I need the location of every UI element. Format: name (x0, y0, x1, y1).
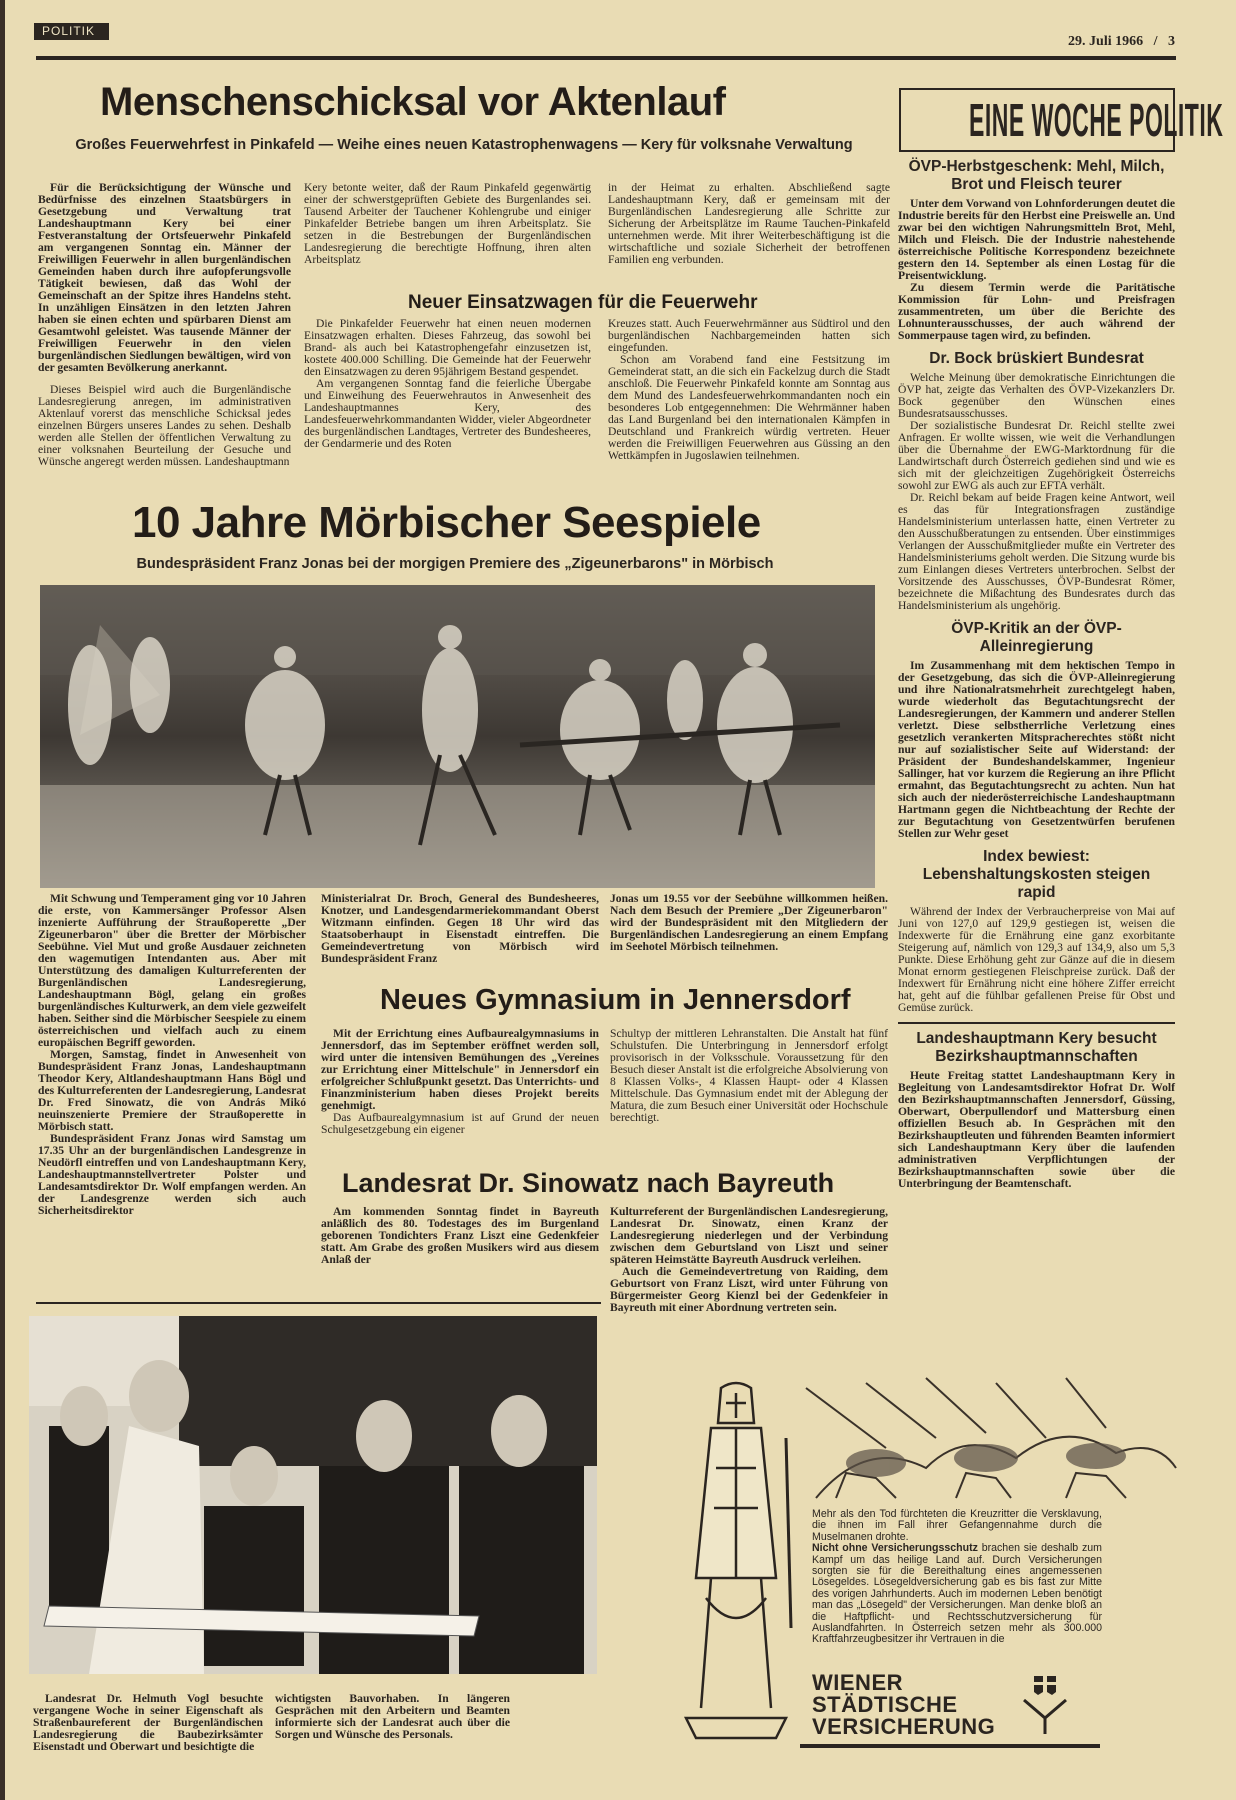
paragraph: Morgen, Samstag, findet in Anwesenheit von Bundespräsident Franz Jonas, Landeshauptmann Theodor Kery, Altlandeshauptmann Hans Bögl und des Kulturreferenten der Landesregierung, Landesrat Dr. Fred Sinowatz, die von András Mikó neuinszenierte Premiere der Straußoperette in Mörbisch statt. (38, 1048, 306, 1133)
photo-seespiele-dancers (40, 585, 875, 888)
sidebar-heading-3: ÖVP-Kritik an der ÖVP-Alleinregierung (951, 620, 1122, 655)
brand-line-1: WIENER (812, 1670, 903, 1695)
paragraph: Unter dem Vorwand von Lohnforderungen deutet die Industrie bereits für den Herbst eine Preiswelle an. Und zwar bei den wichtigen Nahrungsmitteln Brot, Mehl, Milch und Fleisch. Die der Industrie nahestehende österreichische Politische Korrespondenz bezeichnete gestern den 14. September als einen Lostag für die Preisentwicklung. (898, 197, 1175, 282)
article4-col3 (610, 1206, 888, 1314)
paragraph: Kulturreferent der Burgenländischen Landesregierung, Landesrat Dr. Sinowatz, einen Kranz der Landesregierung niederlegen und der Verbindung zwischen dem Geburtsland von Liszt und seiner späteren Heimstätte Bayreuth Ausdruck verleihen. (610, 1205, 888, 1266)
sidebar-body-4 (898, 906, 1175, 1014)
paragraph: Schon am Vorabend fand eine Festsitzung im Gemeinderat statt, an die sich ein Fackelzug durch die Stadt anschloß. Die Feuerwehr Pinkafeld konnte am Sonntag aus dem Mund des Landesfeuerwehrkommandanten noch ein besonderes Lob entgegennehmen: Die Wehrmänner haben das Land Burgenland bei den internationalen Kämpfen in Deutschland und Frankreich würdig vertreten. Heuer werden die Freiwilligen Feuerwehren aus Güssing an den Wettkämpfen in Jugoslawien teilnehmen. (608, 353, 890, 462)
paragraph: in der Heimat zu erhalten. Abschließend sagte Landeshauptmann Kery, daß er gemeinsam mit der Burgenländischen Landesregierung alle Schritte zur Sicherung der Arbeitsplätze im Raume Tauchen-Pinkafeld unternehmen werde. Mit ihrer Weiterbeschäftigung ist die wirtschaftliche und soziale Sicherheit der betroffenen Familien eng verbunden. (608, 181, 890, 266)
sidebar-heading-2: Dr. Bock brüskiert Bundesrat (929, 350, 1144, 367)
ad-copy (812, 1509, 1102, 1646)
article2-col2 (321, 893, 599, 965)
article1-sub-col3 (608, 318, 890, 462)
ad-body: brachen sie deshalb zum Kampf um das heilige Land auf. Durch Versicherungen sorgten sie für die Bereithaltung eines angemessenen Lösegeldes. Lösegeldversicherung gab es bis fast zur Mitte des vorigen Jahrhunderts. Auch im modernen Leben benötigt man das „Lösegeld" der Versicherungen. Man denke bloß an die Haftpflicht- und Rechtsschutzversicherung für Auslandfahrten. In Österreich setzen mehr als 300.000 Kraftfahrzeugbesitzer ihr Vertrauen in die (812, 1542, 1102, 1646)
article1-headline: Menschenschicksal vor Aktenlauf (100, 80, 726, 124)
page-edge (0, 0, 5, 1800)
sidebar-heading-5: Landeshauptmann Kery besucht Bezirkshauptmannschaften (916, 1030, 1157, 1065)
paragraph: Der sozialistische Bundesrat Dr. Reichl stellte zwei Anfragen. Er wollte wissen, wie weit die Verhandlungen über die Übernahme der EWG-Marktordnung für die Landwirtschaft durch Österreich gediehen sind und wie es sich mit der gleichzeitigen Zugehörigkeit Österreichs sowohl zur EWG als auch zur EFTA verhält. (898, 419, 1175, 492)
article2-headline: 10 Jahre Mörbischer Seespiele (132, 498, 761, 547)
article3-headline: Neues Gymnasium in Jennersdorf (380, 984, 851, 1016)
ad-intro: Mehr als den Tod fürchteten die Kreuzritter die Versklavung, die ihnen im Fall ihrer Gefangennahme durch die Muselmanen drohte. (812, 1508, 1102, 1543)
paragraph: Im Zusammenhang mit dem hektischen Tempo in der Gesetzgebung, das sich die ÖVP-Alleinregierung und ihre Nationalratsmehrheit zurechtgelegt haben, wurde wiederholt das Begutachtungsrecht der Landesregierungen, der Kammern und anderer Stellen verletzt. Diese selbstherrliche Verletzung eines gesetzlich verankerten Mitspracherechtes stößt nicht nur auf sozialistischer Seite auf Widerstand: der Präsident der Bundeshandelskammer, Ingenieur Sallinger, hat vor kurzem die Regierung an ihre Pflicht ermahnt, das Begutachtungsrecht zu achten. Nun hat sich auch der niederösterreichische Landeshauptmann Hartmann gegen die Nichtbeachtung der Rechte der zur Begutachtung von Gesetzentwürfen berufenen Stellen zur Wehr geset (898, 659, 1175, 840)
paragraph: Mit der Errichtung eines Aufbaurealgymnasiums in Jennersdorf, das im September eröffnet werden soll, wird unter die intensiven Bemühungen des „Vereines zur Errichtung einer Mittelschule" in Jennersdorf ein erfolgreicher Schlußpunkt gesetzt. Das Unterrichts- und Finanzministerium haben dieses Projekt bereits genehmigt. (321, 1027, 599, 1112)
officials-image (29, 1316, 597, 1674)
article1-col3 (608, 182, 890, 266)
photo-caption-col1 (33, 1693, 263, 1753)
paragraph: Welche Meinung über demokratische Einrichtungen die ÖVP hat, zeigte das Verhalten des ÖVP-Vizekanzlers Dr. Bock gegenüber den Wünschen eines Bundesratsausschusses. (898, 371, 1175, 420)
caption: Landesrat Dr. Helmuth Vogl besuchte vergangene Woche in seiner Eigenschaft als Straßenbaureferent der Burgenländischen Landesregierung die Baubezirksämter Eisenstadt und Oberwart und besichtigte die (33, 1692, 263, 1753)
article1-col2 (304, 182, 591, 266)
sidebar-rule (898, 1022, 1175, 1024)
paragraph: Das Aufbaurealgymnasium ist auf Grund der neuen Schulgesetzgebung ein eigener (321, 1111, 599, 1136)
sidebar-body-1 (898, 198, 1175, 342)
insurance-ad (666, 1378, 1178, 1750)
article2-col3 (610, 893, 888, 953)
article4-headline: Landesrat Dr. Sinowatz nach Bayreuth (342, 1168, 835, 1198)
page-number: 3 (1168, 34, 1175, 49)
paragraph: Kreuzes statt. Auch Feuerwehrmänner aus Südtirol und den burgenländischen Nachbargemeinden hatten sich eingefunden. (608, 317, 890, 354)
article2-subhead: Bundespräsident Franz Jonas bei der morgigen Premiere des „Zigeunerbarons" in Mörbisch (136, 556, 774, 572)
brand-line-2: STÄDTISCHE (812, 1692, 958, 1717)
sidebar-title: EINE WOCHE POLITIK (969, 94, 1224, 146)
paragraph: Am vergangenen Sonntag fand die feierliche Übergabe und Einweihung des Feuerwehrautos in Anwesenheit des Landeshauptmannes Kery, des Landesfeuerwehrkommandanten Widder, vieler Abgeordneter des burgenländischen Landtages, Vertreter des Bundesheeres, der Gendarmerie und des Roten (304, 377, 591, 450)
article1-sub-col2 (304, 318, 591, 450)
knight-figure-icon (666, 1378, 806, 1750)
photo-caption-col2 (275, 1693, 510, 1741)
sidebar-heading-4: Index bewiest: Lebenshaltungskosten steigen rapid (922, 848, 1151, 901)
sidebar-body-3 (898, 660, 1175, 840)
ad-bottom-bar (800, 1744, 1100, 1748)
section-rule (36, 1302, 601, 1304)
section-label: POLITIK (34, 23, 109, 40)
paragraph: Ministerialrat Dr. Broch, General des Bundesheeres, Knotzer, und Landesgendarmeriekommandant Oberst Witzmann einfinden. Gegen 18 Uhr wird das Staatsoberhaupt in Eisenstadt eintreffen. Die Gemeindevertretung von Mörbisch wird Bundespräsident Franz (321, 892, 599, 965)
vienna-coat-of-arms-icon (1022, 1676, 1068, 1736)
paragraph: Bundespräsident Franz Jonas wird Samstag um 17.35 Uhr an der burgenländischen Landesgrenze in Neudörfl eintreffen und von Landeshauptmann Kery, Landeshauptmannstellvertreter Polster und Landesamtsdirektor Dr. Wolf empfangen werden. An der Landesgrenze werden sich auch Sicherheitsdirektor (38, 1132, 306, 1217)
paragraph: Mit Schwung und Temperament ging vor 10 Jahren die erste, von Kammersänger Professor Alsen inzenierte Aufführung der Straußoperette „Der Zigeunerbaron" über die Bretter der Mörbischer Seebühne. Viel Mut und große Ausdauer zeichneten den wagemutigen Intendanten aus. Aber mit Unterstützung des damaligen Kulturreferenten der Burgenländischen Landesregierung, Landeshauptmann Bögl, gelang ein großes burgenländisches Kulturwerk, an dem viele gezweifelt haben. Seither sind die Mörbischer Seespiele zu einem österreichischen und vielfach auch zu einem europäischen Begriff geworden. (38, 892, 306, 1049)
sidebar-title-box (899, 88, 1224, 152)
issue-date (1020, 34, 1175, 50)
paragraph: Zu diesem Termin werde die Paritätische Kommission für Lohn- und Preisfragen zusammentreten, um über die Berichte des Lohnunterausschusses, der auch während der Sommerpause tagen wird, zu befinden. (898, 281, 1175, 342)
photo-officials (29, 1316, 597, 1674)
article2-col1 (38, 893, 306, 1217)
paragraph: Jonas um 19.55 vor der Seebühne willkommen heißen. Nach dem Besuch der Premiere „Der Zigeunerbaron" wird der Bundespräsident mit den Mitgliedern der Burgenländischen Landesregierung an einem Empfang im Seehotel Mörbisch teilnehmen. (610, 892, 888, 953)
paragraph: Für die Berücksichtigung der Wünsche und Bedürfnisse des einzelnen Staatsbürgers in Gesetzgebung und Verwaltung trat Landeshauptmann Kery bei einer Festveranstaltung der Ortsfeuerwehr Pinkafeld am vergangenen Sonntag ein. Männer der Freiwilligen Feuerwehr in allen burgenländischen Gemeinden haben durch ihre aufopferungsvolle Tätigkeit bewiesen, daß das Wohl der Gemeinschaft an der Spitze ihres Handelns steht. In unzähligen Einsätzen in den letzten Jahren haben sie einen echten und spürbaren Dienst am Gesamtwohl geleistet. Was tausende Männer der Freiwilligen Feuerwehr in den vielen burgenländischen Siedlungen bewältigen, wird von der gesamten Bevölkerung anerkannt. (38, 181, 291, 374)
sidebar (898, 158, 1175, 1190)
paragraph: Dieses Beispiel wird auch die Burgenländische Landesregierung anregen, im administrativen Aktenlauf vorerst das menschliche Schicksal jedes einzelnen Bürgers unseres Landes zu sehen. Deshalb werden alle Stellen der öffentlichen Verwaltung zu einer volksnahen Beurteilung der Gesuche und Wünsche angeregt werden müssen. Landeshauptmann (38, 383, 291, 468)
dancers-image (40, 585, 875, 888)
article4-col2 (321, 1206, 599, 1266)
header-rule (36, 56, 1176, 60)
caption: wichtigsten Bauvorhaben. In längeren Gesprächen mit den Arbeitern und Beamten informierte sich der Landesrat auch über die Sorgen und Wünsche des Personals. (275, 1692, 510, 1741)
article3-col3 (610, 1028, 888, 1124)
date: 29. Juli 1966 (1068, 34, 1144, 49)
article1-subheading: Neuer Einsatzwagen für die Feuerwehr (408, 292, 758, 313)
paragraph: Während der Index der Verbraucherpreise von Mai auf Juni von 127,0 auf 129,9 gestiegen ist, weisen die Indexwerte für die Ernährung eine ganz exorbitante Steigerung auf, nämlich von 129,3 auf 134,9, also um 5,3 Punkte. Diese Erhöhung geht zur Gänze auf die in diesem Monat ernorm gestiegenen Fleischpreise zurück. Daß der Indexwert für Ernährung nicht eine höhere Ziffer erreicht hat, geht auf die fühlbar gefallenen Preise für Obst und Gemüse zurück. (898, 905, 1175, 1014)
paragraph: Schultyp der mittleren Lehranstalten. Die Anstalt hat fünf Schulstufen. Die Unterbringung in Jennersdorf erfolgt provisorisch in der Volksschule. Voraussetzung für den Besuch dieser Anstalt ist die erfolgreiche Absolvierung von 8 Klassen Volks-, 4 Klassen Haupt- oder 4 Klassen Mittelschule. Das Gymnasium endet mit der Ablegung der Matura, die zum Besuch einer Universität oder Hochschule berechtigt. (610, 1027, 888, 1124)
ad-bold: Nicht ohne Versicherungsschutz (812, 1542, 978, 1555)
paragraph: Dr. Reichl bekam auf beide Fragen keine Antwort, weil es das für Integrationsfragen zuständige Handelsministerium unterlassen hatte, einen Vertreter zu den Ausschußberatungen zu entsenden. Über einstimmiges Verlangen der Ausschußmitglieder mußte ein Vertreter des Handelsministeriums geholt werden. Die Sitzung wurde bis zum Einlangen dieses Vertreters unterbrochen. Selbst der Vorsitzende des Ausschusses, ÖVP-Bundesrat Römer, bezeichnete die Mißachtung des Bundesrates durch das Handelsministerium als ungehörig. (898, 491, 1175, 612)
paragraph: Kery betonte weiter, daß der Raum Pinkafeld gegenwärtig einer der schwerstgeprüften Gebiete des Burgenlandes sei. Tausend Arbeiter der Tauchener Kohlengrube und einiger Pinkafelder Betriebe bangen um ihren Arbeitsplatz. Sie setzen in die Bestrebungen der Burgenländischen Landesregierung die berechtigte Hoffnung, ihren alten Arbeitsplatz (304, 181, 591, 266)
sidebar-body-5 (898, 1070, 1175, 1190)
ad-brand (812, 1672, 995, 1738)
article1-col1 (38, 182, 291, 468)
paragraph: Heute Freitag stattet Landeshauptmann Kery in Begleitung von Landesamtsdirektor Hofrat Dr. Wolf den Bezirkshauptmannschaften Jennersdorf, Güssing, Oberwart, Oberpullendorf und Mattersburg einen offiziellen Besuch ab. In Gesprächen mit den Bezirkshauptleuten und führenden Beamten informiert sich Landeshauptmann Kery über die laufenden administrativen Verpflichtungen der Bezirkshauptmannschaften sowie über die Unterbringung der Beamtenschaft. (898, 1069, 1175, 1190)
brand-line-3: VERSICHERUNG (812, 1714, 996, 1739)
separator: / (1153, 34, 1158, 49)
paragraph: Die Pinkafelder Feuerwehr hat einen neuen modernen Einsatzwagen erhalten. Dieses Fahrzeug, das sowohl bei Brand- als auch bei Katastrophengefahr einzusetzen ist, kostete 400.000 Schilling. Die Gemeinde hat der Feuerwehr den Einsatzwagen zu deren 95jährigem Bestand gespendet. (304, 317, 591, 378)
paragraph: Am kommenden Sonntag findet in Bayreuth anläßlich des 80. Todestages des im Burgenland geborenen Tondichters Franz Liszt eine Gedenkfeier statt. Am Grabe des großen Musikers wird aus diesem Anlaß der (321, 1205, 599, 1266)
sidebar-heading-1: ÖVP-Herbstgeschenk: Mehl, Milch, Brot und Fleisch teurer (908, 158, 1165, 193)
paragraph: Auch die Gemeindevertretung von Raiding, dem Geburtsort von Franz Liszt, wird unter Führung von Bürgermeister Georg Kienzl bei der Gedenkfeier in Bayreuth mit einer Abordnung vertreten sein. (610, 1265, 888, 1314)
sidebar-body-2 (898, 372, 1175, 612)
article3-col2 (321, 1028, 599, 1136)
article1-subhead: Großes Feuerwehrfest in Pinkafeld — Weihe eines neuen Katastrophenwagens — Kery für volksnahe Verwaltung (75, 137, 853, 153)
